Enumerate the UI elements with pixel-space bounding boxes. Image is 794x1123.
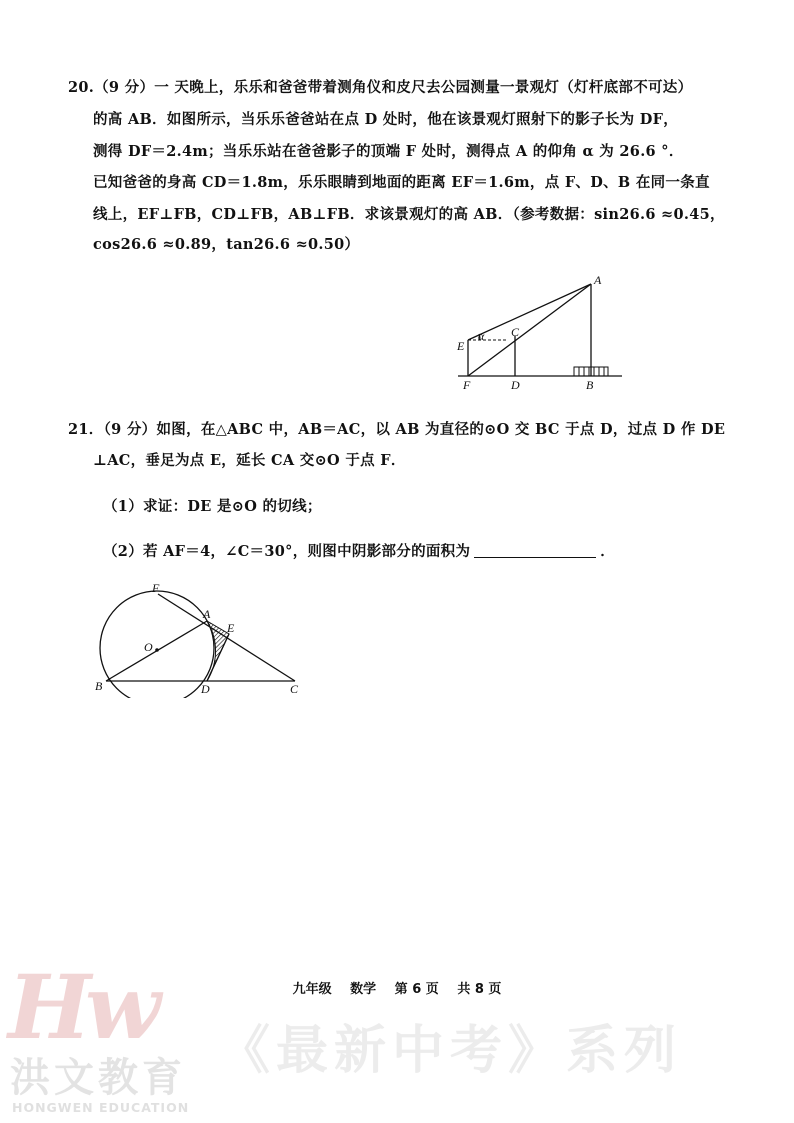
label-C: C bbox=[511, 325, 520, 339]
label-F: F bbox=[463, 378, 471, 392]
label-C: C bbox=[290, 682, 299, 696]
label-alpha: α bbox=[478, 329, 485, 343]
label-F: F bbox=[152, 581, 160, 595]
q20-line-2: 的高 AB．如图所示，当乐乐爸爸站在点 D 处时，他在该景观灯照射下的影子长为 DF， bbox=[93, 111, 679, 128]
footer-subject: 数学 bbox=[350, 982, 377, 997]
label-E: E bbox=[227, 621, 235, 635]
label-E: E bbox=[457, 339, 465, 353]
q21-part-2-prefix: （2）若 AF＝4，∠C＝30°，则图中阴影部分的面积为 bbox=[103, 543, 471, 560]
q20-line-3: 测得 DF＝2.4m；当乐乐站在爸爸影子的顶端 F 处时，测得点 A 的仰角 α 为 26.6 °． bbox=[93, 143, 684, 160]
q20-line-6: cos26.6 ≈0.89，tan26.6 ≈0.50） bbox=[93, 236, 360, 253]
ray-A-E bbox=[468, 284, 591, 340]
q21-line-1: 21．（9 分）如图，在△ABC 中，AB＝AC，以 AB 为直径的⊙O 交 BC 于点 D，过点 D 作 DE bbox=[68, 421, 726, 438]
q20-line-1: 20.（9 分）一 天晚上，乐乐和爸爸带着测角仪和皮尺去公园测量一景观灯（灯杆底部不可达） bbox=[68, 79, 693, 96]
ray-A-F bbox=[468, 284, 591, 376]
watermark-name: 洪文教育 bbox=[10, 1055, 186, 1101]
footer-page: 第 6 页 bbox=[394, 982, 439, 997]
footer-total: 共 8 页 bbox=[457, 982, 502, 997]
circle-O bbox=[100, 591, 214, 698]
q21-figure bbox=[90, 578, 305, 698]
answer-blank[interactable] bbox=[474, 543, 596, 558]
label-D: D bbox=[201, 682, 210, 696]
watermark-logo: Hw bbox=[8, 955, 155, 1059]
q21-part-1: （1）求证：DE 是⊙O 的切线； bbox=[103, 498, 322, 515]
shaded-region bbox=[207, 621, 229, 681]
footer-grade: 九年级 bbox=[292, 982, 332, 997]
watermark-series: 《最新中考》系列 bbox=[218, 1021, 683, 1081]
label-D: D bbox=[511, 378, 520, 392]
label-O: O bbox=[144, 640, 153, 654]
q20-line-5: 线上，EF⊥FB，CD⊥FB，AB⊥FB．求该景观灯的高 AB．（参考数据：sin26.6 ≈0.45， bbox=[93, 206, 725, 223]
label-A: A bbox=[594, 273, 602, 287]
q20-figure bbox=[420, 268, 640, 398]
q21-part-2-suffix: ． bbox=[600, 543, 616, 560]
watermark-english: HONGWEN EDUCATION bbox=[12, 1100, 190, 1115]
center-dot bbox=[155, 648, 159, 652]
label-A: A bbox=[203, 607, 211, 621]
q20-line-4: 已知爸爸的身高 CD＝1.8m，乐乐眼睛到地面的距离 EF＝1.6m，点 F、D、B 在同一条直 bbox=[93, 174, 710, 191]
q21-part-2 bbox=[103, 540, 615, 561]
label-B: B bbox=[586, 378, 594, 392]
q21-line-2: ⊥AC，垂足为点 E，延长 CA 交⊙O 于点 F． bbox=[93, 452, 406, 469]
label-B: B bbox=[95, 679, 103, 693]
